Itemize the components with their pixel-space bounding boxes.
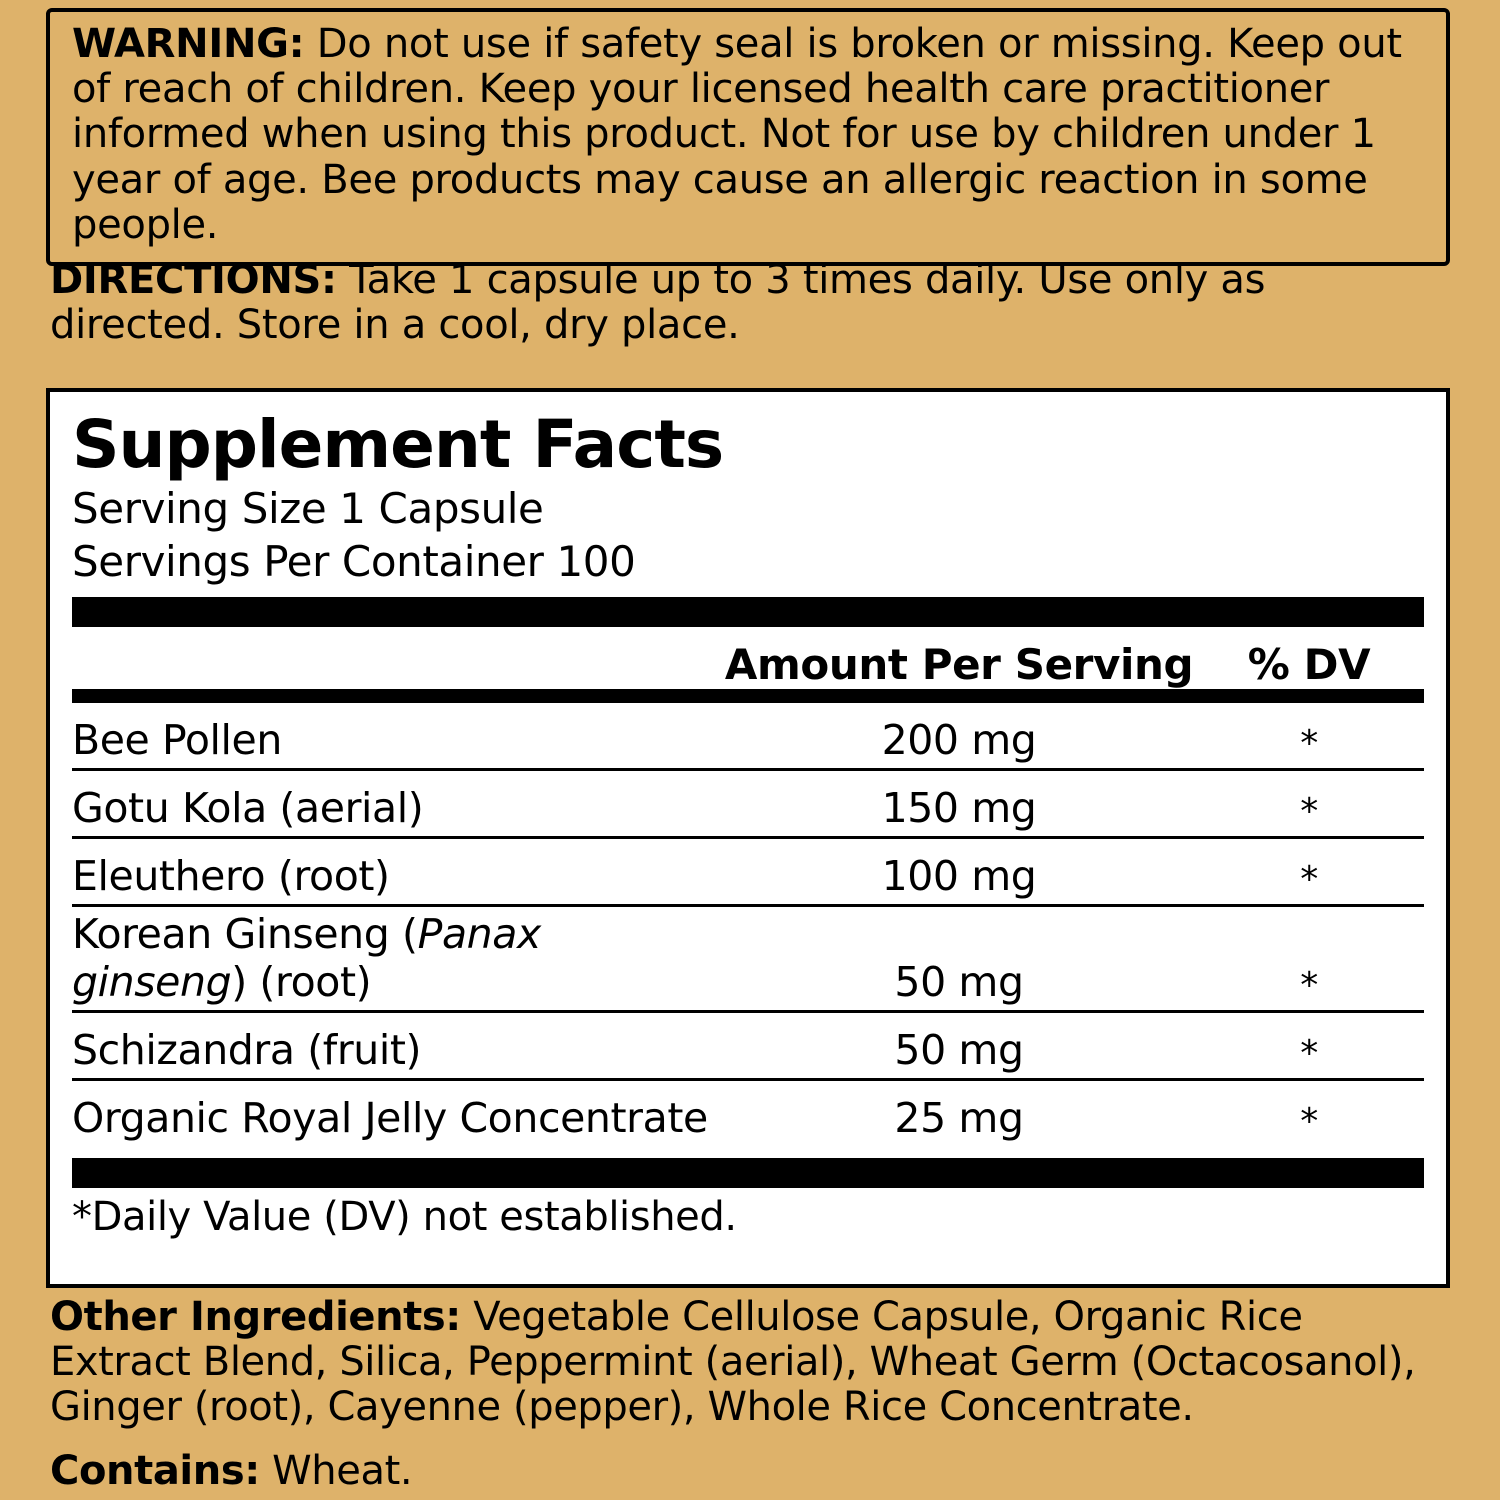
ingredient-dv: * xyxy=(1194,1012,1424,1080)
table-row xyxy=(72,1012,1424,1080)
warning-label: WARNING: xyxy=(72,21,305,67)
ingredient-amount: 50 mg xyxy=(724,1012,1194,1080)
ingredient-name xyxy=(72,906,724,1012)
supplement-facts-table xyxy=(72,703,1424,1146)
ingredient-name: Schizandra (fruit) xyxy=(72,1012,724,1080)
warning-box xyxy=(46,8,1450,266)
ingredient-dv: * xyxy=(1194,703,1424,770)
ingredient-name-suffix: ) (root) xyxy=(231,958,372,1007)
contains-section xyxy=(50,1448,1450,1494)
other-ingredients-body: Vegetable Cellulose Capsule, Organic Rice Extract Blend, Silica, Peppermint (aerial), Wheat Germ (Octacosanol), Ginger (root), Cayenne (pepper), Whole Rice Concentrate. xyxy=(50,1294,1416,1431)
table-row xyxy=(72,838,1424,906)
ingredient-name: Bee Pollen xyxy=(72,703,724,770)
ingredient-dv: * xyxy=(1194,770,1424,838)
ingredient-amount: 200 mg xyxy=(724,703,1194,770)
directions-label: DIRECTIONS: xyxy=(50,257,337,303)
divider-thick-bottom xyxy=(72,1158,1424,1188)
divider-thick-top xyxy=(72,597,1424,627)
table-header-row xyxy=(72,627,1424,689)
contains-label: Contains: xyxy=(50,1448,260,1494)
ingredient-name-part: Korean Ginseng ( xyxy=(72,910,418,959)
divider-thin-header xyxy=(72,689,1424,703)
table-row xyxy=(72,906,1424,1012)
ingredient-name: Organic Royal Jelly Concentrate xyxy=(72,1094,708,1143)
header-percent-dv: % DV xyxy=(1247,640,1371,690)
ingredient-latin-name: Panax ginseng xyxy=(72,910,541,1007)
directions-body: Take 1 capsule up to 3 times daily. Use only as directed. Store in a cool, dry place. xyxy=(50,257,1266,349)
other-ingredients-section xyxy=(50,1295,1450,1431)
ingredient-amount: 100 mg xyxy=(724,838,1194,906)
serving-size: Serving Size 1 Capsule xyxy=(72,484,544,534)
ingredient-amount: 25 mg xyxy=(894,1094,1024,1143)
ingredient-name: Eleuthero (root) xyxy=(72,838,724,906)
other-ingredients-label: Other Ingredients: xyxy=(50,1294,461,1340)
daily-value-footnote: *Daily Value (DV) not established. xyxy=(72,1194,737,1241)
ingredient-dv: * xyxy=(1194,838,1424,906)
ingredient-amount: 50 mg xyxy=(724,906,1194,1012)
contains-body: Wheat. xyxy=(259,1448,413,1494)
ingredient-name: Gotu Kola (aerial) xyxy=(72,770,724,838)
table-row xyxy=(72,703,1424,770)
table-row xyxy=(72,1080,1424,1147)
ingredient-dv: * xyxy=(1300,1101,1318,1143)
ingredient-amount: 150 mg xyxy=(724,770,1194,838)
ingredient-dv: * xyxy=(1194,906,1424,1012)
header-amount-per-serving: Amount Per Serving xyxy=(724,640,1194,690)
table-row xyxy=(72,770,1424,838)
servings-per-container: Servings Per Container 100 xyxy=(72,537,636,587)
supplement-facts-panel xyxy=(46,388,1450,1288)
supplement-facts-title: Supplement Facts xyxy=(72,406,724,483)
warning-body: Do not use if safety seal is broken or missing. Keep out of reach of children. Keep your licensed health care practitioner informed when using this product. Not for use by children under 1 year of age. Bee products may cause an allergic reaction in some people. xyxy=(72,21,1402,248)
directions-section xyxy=(50,258,1450,348)
warning-text xyxy=(72,22,1428,248)
